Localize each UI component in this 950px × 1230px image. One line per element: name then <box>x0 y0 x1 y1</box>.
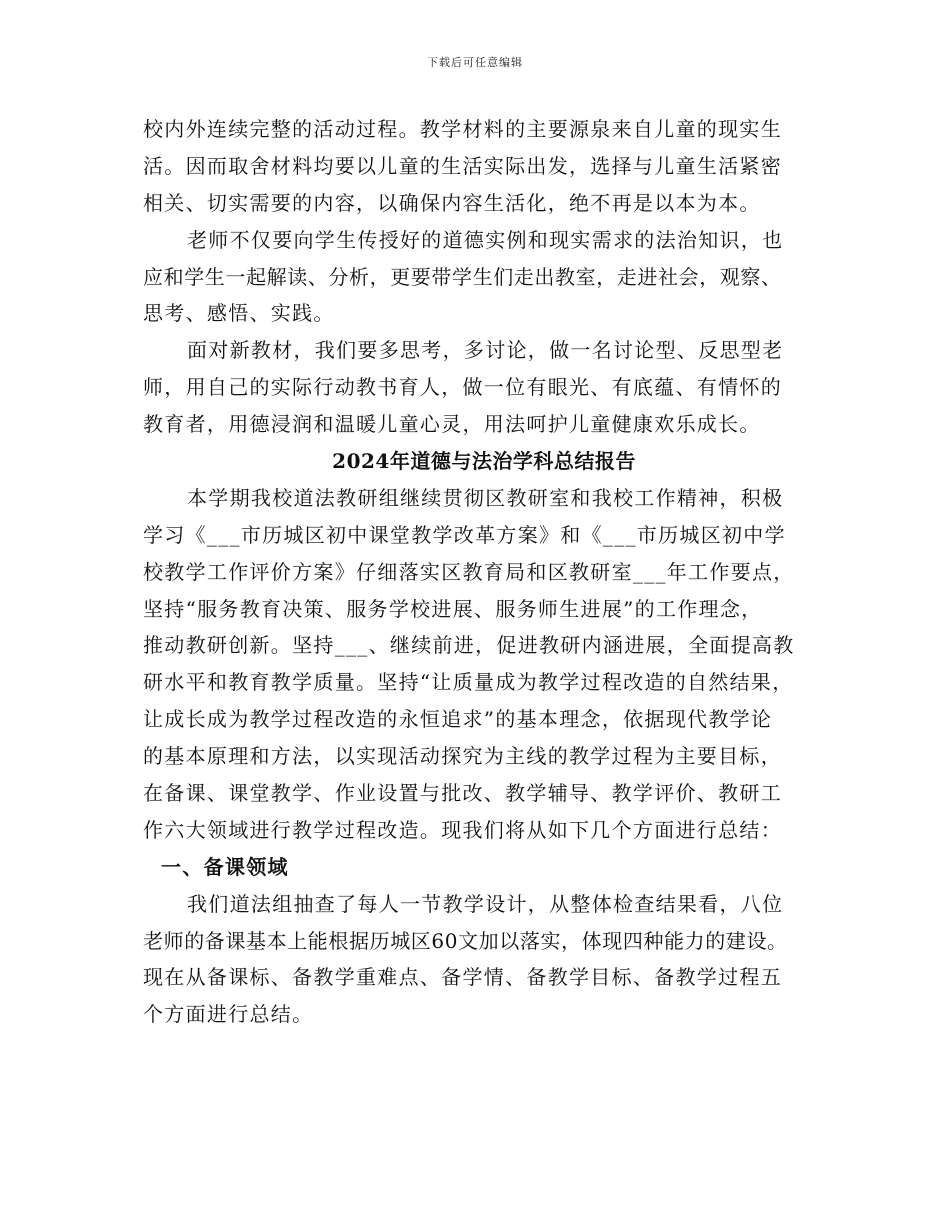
paragraph-line: 应和学生一起解读、分析，更要带学生们走出教室，走进社会，观察、 <box>143 264 782 289</box>
report-title: 2024年道德与法治学科总结报告 <box>332 449 636 474</box>
paragraph-line: 教育者，用德浸润和温暖儿童心灵，用法呵护儿童健康欢乐成长。 <box>143 412 761 437</box>
paragraph-line: 坚持“服务教育决策、服务学校进展、服务师生进展”的工作理念， <box>143 596 763 621</box>
paragraph-line: 推动教研创新。坚持___、继续前进，促进教研内涵进展，全面提高教 <box>143 633 795 658</box>
paragraph-line: 校内外连续完整的活动过程。教学材料的主要源泉来自儿童的现实生 <box>143 117 782 141</box>
paragraph-line: 在备课、课堂教学、作业设置与批改、教学辅导、教学评价、教研工 <box>143 781 782 806</box>
paragraph-line: 现在从备课标、备教学重难点、备学情、备教学目标、备教学过程五 <box>143 965 782 990</box>
paragraph-line: 活。因而取舍材料均要以儿童的生活实际出发，选择与儿童生活紧密 <box>143 153 782 178</box>
paragraph-line: 思考、感悟、实践。 <box>143 301 335 326</box>
paragraph-line: 的基本原理和方法，以实现活动探究为主线的教学过程为主要目标， <box>143 744 782 769</box>
paragraph-line: 师，用自己的实际行动教书育人，做一位有眼光、有底蕴、有情怀的 <box>143 375 782 400</box>
paragraph-line: 研水平和教育教学质量。坚持“让质量成为教学过程改造的自然结果， <box>143 670 794 695</box>
paragraph-line: 作六大领域进行教学过程改造。现我们将从如下几个方面进行总结： <box>143 817 782 842</box>
paragraph-line: 我们道法组抽查了每人一节教学设计，从整体检查结果看，八位 <box>187 891 784 916</box>
paragraph-line: 个方面进行总结。 <box>143 1002 314 1027</box>
page-header: 下载后可任意编辑 <box>427 56 523 69</box>
paragraph-line: 老师不仅要向学生传授好的道德实例和现实需求的法治知识，也 <box>187 227 784 252</box>
paragraph-line: 校教学工作评价方案》仔细落实区教育局和区教研室___年工作要点， <box>143 559 795 584</box>
paragraph-line: 让成长成为教学过程改造的永恒追求”的基本理念，依据现代教学论 <box>143 707 773 732</box>
paragraph-line: 学习《___市历城区初中课堂教学改革方案》和《___市历城区初中学 <box>143 522 786 547</box>
paragraph-line: 本学期我校道法教研组继续贯彻区教研室和我校工作精神，积极 <box>187 485 784 510</box>
document-body <box>143 111 843 1033</box>
paragraph-line: 面对新教材，我们要多思考，多讨论，做一名讨论型、反思型老 <box>187 338 784 363</box>
paragraph-line: 相关、切实需要的内容，以确保内容生活化，绝不再是以本为本。 <box>143 190 761 215</box>
section-heading: 一、备课领域 <box>161 854 289 879</box>
paragraph-line: 老师的备课基本上能根据历城区60文加以落实，体现四种能力的建设。 <box>143 928 788 953</box>
